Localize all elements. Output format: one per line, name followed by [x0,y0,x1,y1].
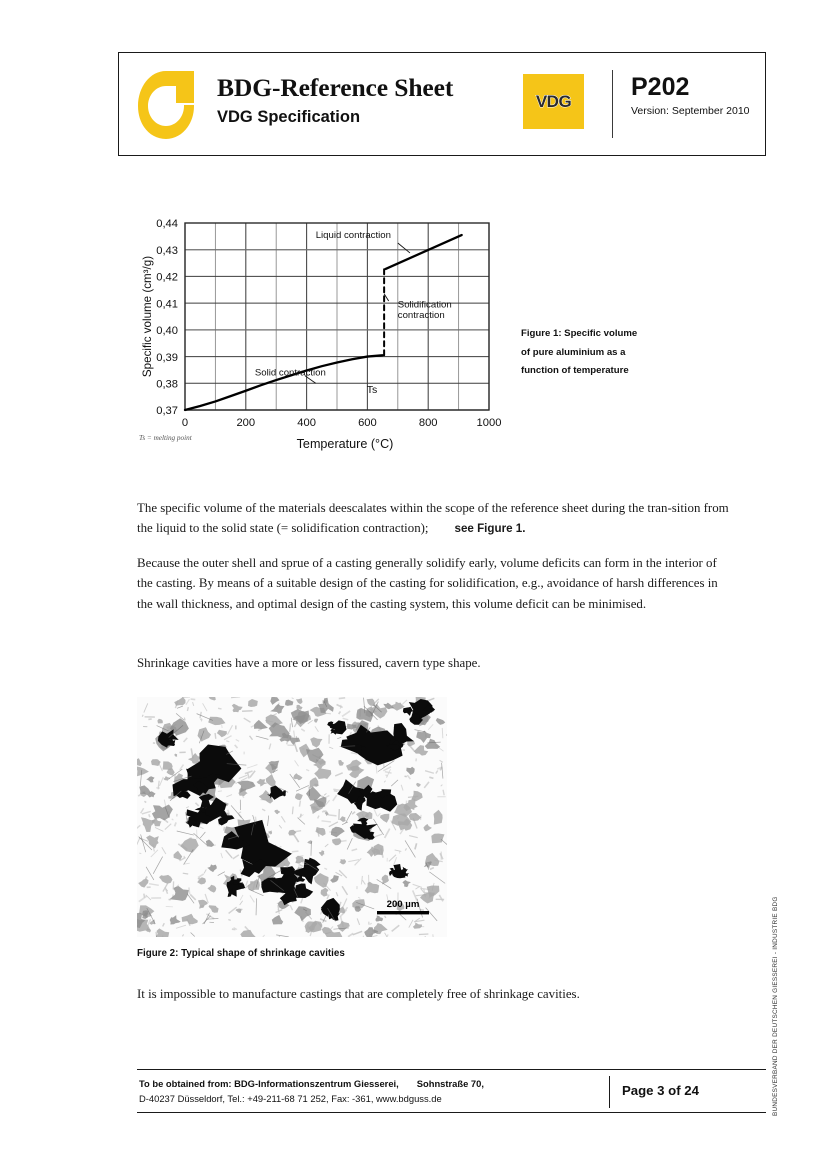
footer-separator [609,1076,610,1108]
svg-text:Liquid contraction: Liquid contraction [315,230,391,242]
document-header [118,52,766,156]
svg-text:400: 400 [297,417,316,429]
paragraph-4: It is impossible to manufacture castings that are completely free of shrinkage cavities. [137,987,580,1001]
page-number: Page 3 of 24 [622,1083,699,1098]
figure-1-caption [521,325,721,381]
paragraph-3: Shrinkage cavities have a more or less fissured, cavern type shape. [137,656,481,670]
svg-text:0,42: 0,42 [156,271,178,284]
svg-text:0,38: 0,38 [156,378,178,391]
side-vertical-text: BUNDESVERBAND DER DEUTSCHEN GIESSEREI - INDUSTRIE BDG [772,896,779,1116]
svg-text:0,44: 0,44 [156,218,178,231]
svg-text:0,37: 0,37 [156,405,178,418]
figure-1-caption-line-2: of pure aluminium as a [521,346,626,358]
svg-text:Ts = melting point: Ts = melting point [139,434,192,442]
vdg-badge [523,74,584,129]
page-subtitle: VDG Specification [217,107,361,126]
svg-text:200: 200 [236,417,256,429]
svg-text:Specific volume (cm³/g): Specific volume (cm³/g) [141,255,154,378]
svg-text:0,41: 0,41 [156,298,178,311]
footer-line-1a: To be obtained from: BDG-Informationszentrum Giesserei, [139,1078,399,1089]
header-divider [612,70,613,138]
paragraph-1-text: The specific volume of the materials deescalates within the scope of the reference sheet during the tran-sition from the liquid to the solid state (= solidification contraction); [137,501,729,536]
footer-rule-top [137,1069,766,1070]
svg-text:0: 0 [181,417,189,429]
svg-text:0,39: 0,39 [156,351,178,364]
svg-text:Ts: Ts [366,383,378,396]
svg-text:0,43: 0,43 [156,244,178,257]
footer-line-1b: Sohnstraße 70, [416,1078,484,1089]
paragraph-2: Because the outer shell and sprue of a casting generally solidify early, volume deficits can form in the interior of the casting. By means of a suitable design of the casting for solidification, e.g., avoidance of harsh differences in the wall thickness, and optimal design of the casting system, this volume deficit can be minimised. [137,556,718,611]
vdg-badge-label: VDG [535,91,572,111]
svg-text:1000: 1000 [476,417,502,429]
bdg-logo-icon [136,69,196,141]
page-title: BDG-Reference Sheet [217,73,454,102]
footer-rule-bottom [137,1112,766,1113]
svg-text:Solidification: Solidification [397,299,452,311]
svg-text:800: 800 [418,417,438,429]
svg-text:600: 600 [358,417,377,429]
svg-text:Solid contraction: Solid contraction [254,367,326,379]
side-vertical-imprint [772,866,786,1116]
header-code-group [631,74,750,117]
figure-1-chart [137,205,502,460]
footer-contact [139,1077,569,1106]
figure-2-micrograph [137,697,447,937]
figure-2-caption: Figure 2: Typical shape of shrinkage cavities [137,948,345,959]
figure-1-caption-line-3: function of temperature [521,365,629,377]
svg-text:200 µm: 200 µm [386,899,420,910]
paragraph-1 [137,498,737,539]
specification-code: P202 [631,73,690,101]
figure-1-caption-line-1: Figure 1: Specific volume [521,328,638,339]
see-figure-1-reference: see Figure 1. [454,522,526,536]
specification-version: Version: September 2010 [631,105,750,118]
svg-text:0,40: 0,40 [156,325,178,338]
svg-text:contraction: contraction [397,310,445,322]
svg-text:Temperature (°C): Temperature (°C) [296,437,394,451]
footer-line-2: D-40237 Düsseldorf, Tel.: +49-211-68 71 252, Fax: -361, www.bdguss.de [139,1092,442,1104]
header-title-group [217,75,453,127]
